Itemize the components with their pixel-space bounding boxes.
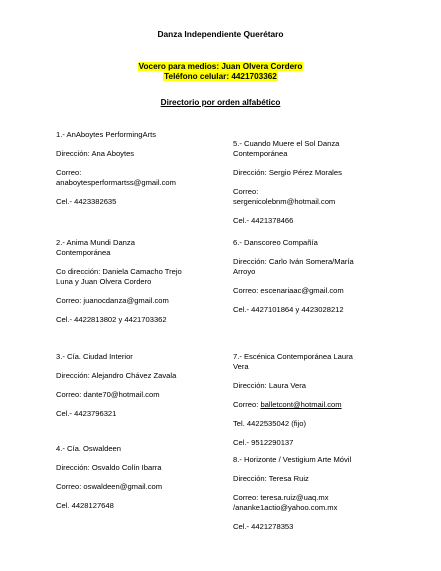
entry-4	[56, 444, 246, 511]
entry-7	[233, 352, 423, 448]
entry-email: Correo: escenariaac@gmail.com	[233, 286, 344, 295]
entry-name: 6.- Danscoreo Compañía	[233, 238, 318, 247]
entry-director: Dirección: Ana Aboytes	[56, 149, 135, 158]
entry-director: Co dirección: Daniela Camacho Trejo	[56, 267, 182, 276]
entry-director: Dirección: Alejandro Chávez Zavala	[56, 371, 177, 380]
entry-name-cont: Contemporánea	[233, 149, 288, 158]
entry-name-cont: Vera	[233, 362, 249, 371]
entry-phone: Cel.- 4423382635	[56, 197, 117, 206]
entry-email: anaboytesperformartss@gmail.com	[56, 178, 176, 187]
entry-name: 3.- Cía. Ciudad Interior	[56, 352, 133, 361]
entry-name: 2.- Anima Mundi Danza	[56, 238, 135, 247]
entry-email-row	[233, 400, 423, 410]
entry-email-label: Correo:	[56, 168, 82, 177]
entry-name: 7.- Escénica Contemporánea Laura	[233, 352, 353, 361]
directory-heading: Directorio por orden alfabético	[160, 98, 281, 107]
entry-phone: Cel.- 4423796321	[56, 409, 117, 418]
entry-director-cont: Luna y Juan Olvera Cordero	[56, 277, 152, 286]
entry-email-label: Correo:	[233, 400, 261, 409]
entry-email: sergenicolebnm@hotmail.com	[233, 197, 336, 206]
entry-phone: Cel.- 9512290137	[233, 438, 294, 447]
entry-name-cont: Contemporánea	[56, 248, 111, 257]
entry-director: Dirección: Laura Vera	[233, 381, 307, 390]
entry-email: Correo: dante70@hotmail.com	[56, 390, 160, 399]
entry-tel: Tel. 4422535042 (fijo)	[233, 419, 307, 428]
entry-name: 1.- AnAboytes PerformingArts	[56, 130, 157, 139]
entry-3	[56, 352, 246, 419]
entry-director: Dirección: Teresa Ruiz	[233, 474, 309, 483]
entry-phone: Cel.- 4421278353	[233, 522, 294, 531]
entry-email: Correo: oswaldeen@gmail.com	[56, 482, 163, 491]
spokesperson-block	[0, 62, 441, 82]
entry-email: Correo: juanocdanza@gmail.com	[56, 296, 169, 305]
entry-1	[56, 130, 246, 207]
document-title: Danza Independiente Querétaro	[157, 29, 284, 39]
entry-name: 8.- Horizonte / Vestigium Arte Móvil	[233, 455, 352, 464]
entry-email-label: Correo:	[233, 187, 259, 196]
entry-director: Dirección: Osvaldo Colín Ibarra	[56, 463, 162, 472]
entry-phone: Cel.- 4421378466	[233, 216, 294, 225]
entry-8	[233, 455, 423, 532]
entry-phone: Cel.- 4427101864 y 4423028212	[233, 305, 344, 314]
entry-phone: Cel.- 4422813802 y 4421703362	[56, 315, 167, 324]
entry-email-cont: /ananke1actio@yahoo.com.mx	[233, 503, 338, 512]
entry-email: Correo: teresa.ruiz@uaq.mx	[233, 493, 329, 502]
entry-6	[233, 238, 423, 315]
entry-email-link[interactable]: balletcont@hotmail.com	[260, 400, 342, 409]
entry-name: 5.- Cuando Muere el Sol Danza	[233, 139, 340, 148]
entry-director: Dirección: Carlo Iván Somera/María	[233, 257, 354, 266]
entry-2	[56, 238, 246, 325]
entry-5	[233, 139, 423, 226]
entry-name: 4.- Cía. Oswaldeen	[56, 444, 121, 453]
entry-phone: Cel. 4428127648	[56, 501, 114, 510]
entry-director: Dirección: Sergio Pérez Morales	[233, 168, 342, 177]
spokesperson-line: Vocero para medios: Juan Olvera Cordero	[138, 62, 303, 71]
entry-director-cont: Arroyo	[233, 267, 256, 276]
phone-line: Teléfono celular: 4421703362	[164, 72, 277, 81]
